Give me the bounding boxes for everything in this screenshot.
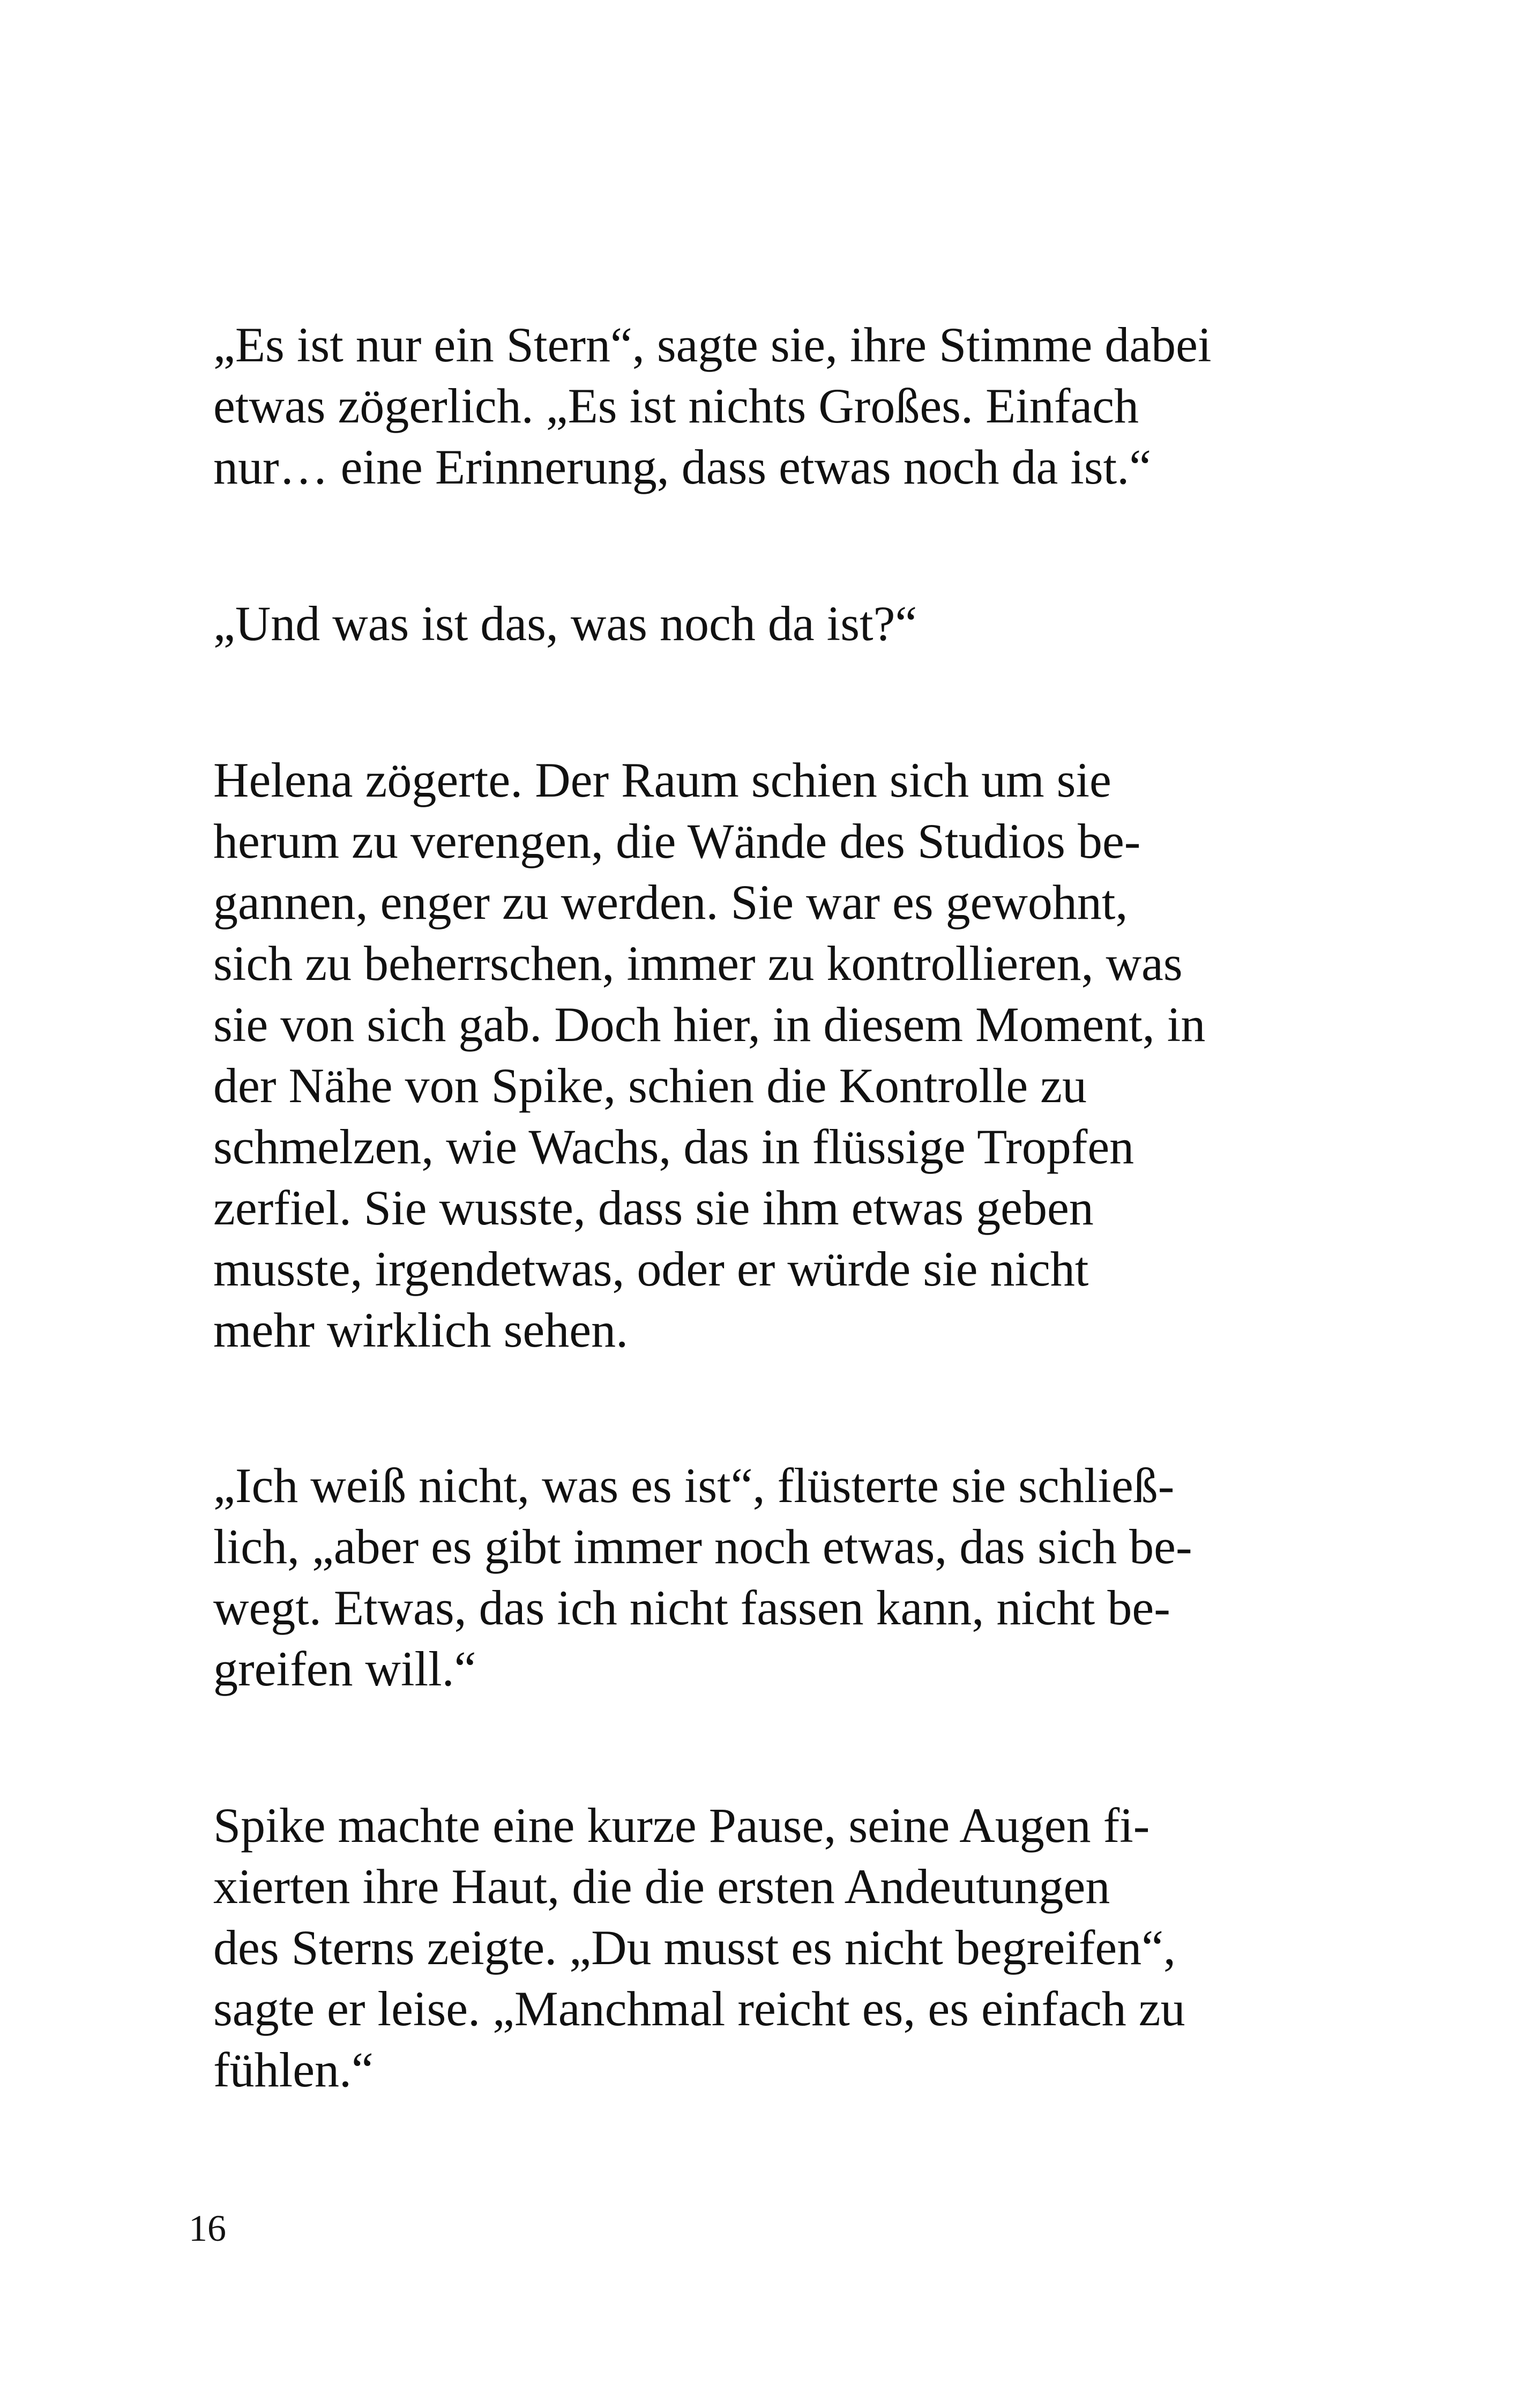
text-line: mehr wirklich sehen. [213, 1303, 629, 1357]
paragraph-5 [213, 1795, 1328, 2100]
text-line: der Nähe von Spike, schien die Kontrolle zu [213, 1058, 1087, 1113]
text-line: fühlen.“ [213, 2042, 374, 2097]
text-line: etwas zögerlich. „Es ist nichts Großes. Einfach [213, 378, 1139, 433]
text-line: nur… eine Erinnerung, dass etwas noch da ist.“ [213, 440, 1152, 494]
text-line: sagte er leise. „Manchmal reicht es, es einfach zu [213, 1981, 1185, 2036]
paragraph-1 [213, 314, 1328, 497]
text-line: wegt. Etwas, das ich nicht fassen kann, nicht be- [213, 1580, 1170, 1635]
text-line: „Es ist nur ein Stern“, sagte sie, ihre Stimme dabei [213, 317, 1212, 372]
text-line: zerfiel. Sie wusste, dass sie ihm etwas geben [213, 1180, 1094, 1235]
text-line: „Und was ist das, was noch da ist?“ [213, 596, 917, 651]
text-line: xierten ihre Haut, die die ersten Andeutungen [213, 1859, 1110, 1914]
text-line: musste, irgendetwas, oder er würde sie nicht [213, 1242, 1089, 1296]
page-number: 16 [189, 2208, 226, 2249]
text-line: sie von sich gab. Doch hier, in diesem Moment, in [213, 997, 1206, 1052]
text-line: schmelzen, wie Wachs, das in flüssige Tropfen [213, 1119, 1134, 1174]
text-line: gannen, enger zu werden. Sie war es gewohnt, [213, 875, 1128, 930]
text-line: greifen will.“ [213, 1641, 476, 1696]
paragraph-3 [213, 749, 1328, 1361]
paragraph-2 [213, 593, 1328, 654]
text-line: des Sterns zeigte. „Du musst es nicht begreifen“, [213, 1920, 1176, 1975]
text-line: „Ich weiß nicht, was es ist“, flüsterte sie schließ- [213, 1458, 1175, 1513]
text-line: lich, „aber es gibt immer noch etwas, das sich be- [213, 1519, 1192, 1574]
text-line: Spike machte eine kurze Pause, seine Augen fi- [213, 1798, 1150, 1853]
text-line: Helena zögerte. Der Raum schien sich um sie [213, 753, 1111, 807]
text-line: herum zu verengen, die Wände des Studios be- [213, 814, 1141, 868]
text-line: sich zu beherrschen, immer zu kontrollieren, was [213, 936, 1183, 991]
paragraph-4 [213, 1455, 1328, 1699]
